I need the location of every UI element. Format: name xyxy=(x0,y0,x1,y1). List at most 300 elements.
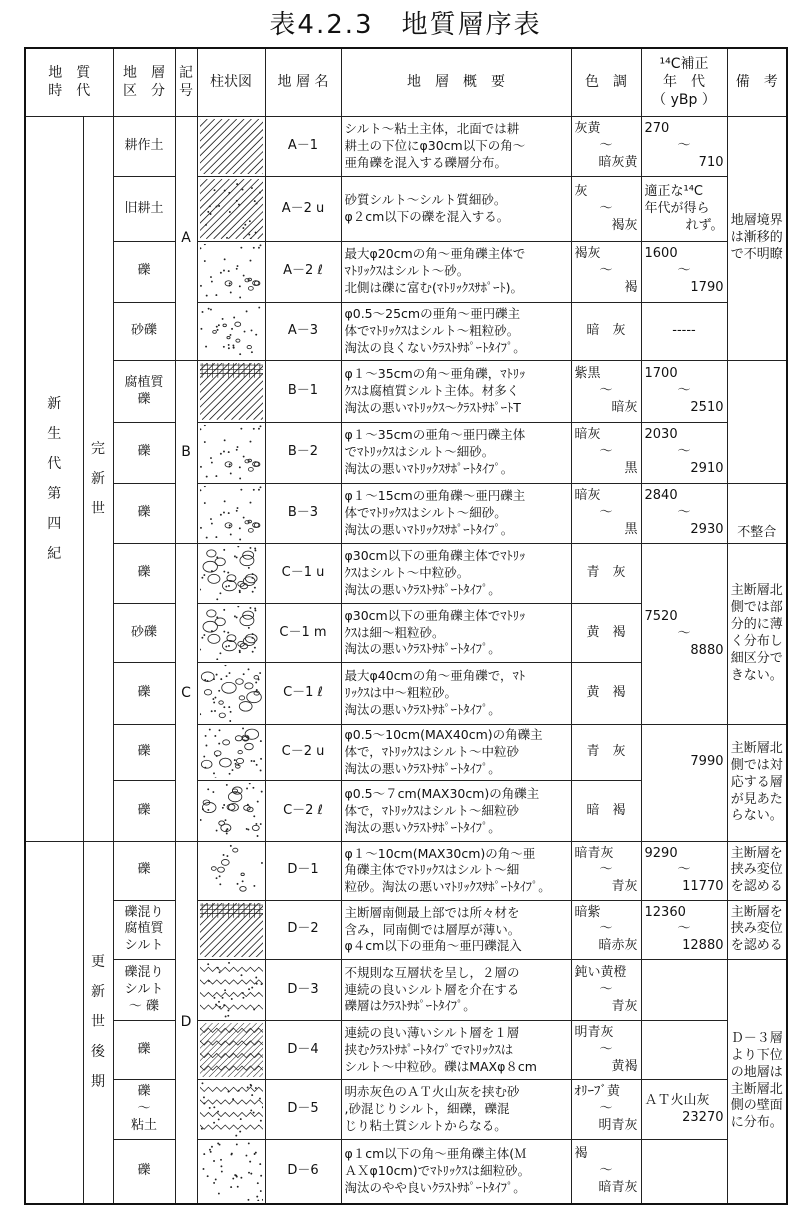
table-row xyxy=(25,116,787,177)
layer-summary-cell xyxy=(341,361,571,423)
division-line: シルト xyxy=(124,938,164,954)
age-cell xyxy=(641,725,727,842)
header-symbol: 記 号 xyxy=(175,48,197,116)
summary-line: 淘汰の悪いｸﾗｽﾄｻﾎﾟｰﾄﾀｲﾌﾟ。 xyxy=(344,702,501,718)
summary-line: でﾏﾄﾘｯｸｽはシルト～細砂。 xyxy=(344,444,495,460)
division-cell: 礫 xyxy=(113,781,175,842)
color-line: 鈍い黄橙 xyxy=(574,964,627,980)
era-char: 四 xyxy=(47,515,62,532)
remarks-cell xyxy=(727,544,787,725)
age-cell xyxy=(641,177,727,242)
summary-line: 淘汰の悪いﾏﾄﾘｯｸｽ～ｸﾗｽﾄｻﾎﾟｰﾄT xyxy=(344,399,521,415)
era-char: 代 xyxy=(47,455,62,472)
age-cell xyxy=(641,116,727,177)
age-cell xyxy=(641,483,727,544)
age-line: 23270 xyxy=(682,1109,724,1125)
remark-line: 挟み変位 xyxy=(730,862,783,878)
column-pattern-cell xyxy=(197,842,265,901)
age-cell xyxy=(641,422,727,483)
remark-line: 主断層を xyxy=(730,904,783,920)
layer-summary-cell xyxy=(341,842,571,901)
remark-line: で不明瞭 xyxy=(730,246,783,262)
column-pattern-cell xyxy=(197,241,265,302)
summary-line: 挟むｸﾗｽﾄｻﾎﾟｰﾄﾀｲﾌﾟでﾏﾄﾘｯｸｽは xyxy=(344,1041,514,1057)
summary-line: 砂質シルト～シルト質細砂。 xyxy=(344,192,507,208)
summary-line: シルト～粘土主体，北面では耕 xyxy=(344,121,520,136)
summary-line: φ１～35cmの亜角～亜円礫主体 xyxy=(344,427,526,443)
age-line: 8880 xyxy=(690,642,724,658)
layer-summary-cell xyxy=(341,960,571,1021)
age-line: 1600 xyxy=(644,246,678,262)
header-remarks: 備 考 xyxy=(727,48,787,116)
table-row xyxy=(25,1020,787,1080)
column-pattern-finedots xyxy=(200,1142,263,1201)
summary-line: じり粘土質シルトからなる。 xyxy=(344,1118,507,1134)
column-pattern-cell xyxy=(197,361,265,423)
division-line: 礫混り xyxy=(124,964,164,980)
division-cell xyxy=(113,1080,175,1140)
age-line: 12360 xyxy=(644,904,686,920)
table-row xyxy=(25,1080,787,1140)
group-symbol-cell: D xyxy=(175,842,197,1204)
age-cell xyxy=(641,241,727,302)
color-line: 灰黄 xyxy=(574,120,601,136)
column-pattern-cell xyxy=(197,483,265,544)
color-line: 青 灰 xyxy=(586,744,626,760)
summary-line: 淘汰の悪いﾏﾄﾘｯｸｽｻﾎﾟｰﾄﾀｲﾌﾟ。 xyxy=(344,521,514,537)
layer-summary-cell xyxy=(341,177,571,242)
column-pattern-cell xyxy=(197,1140,265,1204)
summary-line: φ２cm以下の礫を混入する。 xyxy=(344,209,510,225)
layer-name-cell: C－2 ℓ xyxy=(265,781,341,842)
remarks-cell xyxy=(727,900,787,960)
era-char: 新 xyxy=(47,395,62,412)
color-cell xyxy=(571,603,641,663)
header-layer-name: 地 層 名 xyxy=(265,48,341,116)
color-line: 灰 xyxy=(574,183,588,199)
division-line: 礫 xyxy=(137,1084,151,1100)
table-row xyxy=(25,544,787,604)
age-line: 年代が得ら xyxy=(644,200,710,216)
division-cell: 礫 xyxy=(113,544,175,604)
remark-line: く分布し xyxy=(730,634,783,650)
header-age: ¹⁴C補正 年 代 （ yBp ） xyxy=(641,48,727,116)
remarks-cell xyxy=(727,116,787,361)
summary-line: φ30cm以下の亜角礫主体でﾏﾄﾘｯ xyxy=(344,548,526,564)
column-pattern-cell xyxy=(197,422,265,483)
layer-name-cell: B－2 xyxy=(265,422,341,483)
group-symbol-cell: A xyxy=(175,116,197,361)
age-line: ～ xyxy=(677,504,691,520)
layer-name-cell: D－6 xyxy=(265,1140,341,1204)
summary-line: 淘汰の悪いﾏﾄﾘｯｸｽｻﾎﾟｰﾄﾀｲﾌﾟ。 xyxy=(344,461,514,477)
age-cell xyxy=(641,361,727,423)
layer-name-cell: D－2 xyxy=(265,900,341,960)
summary-line: ｸｽはシルト～中粒砂。 xyxy=(344,565,470,580)
color-line: ～ xyxy=(599,137,613,153)
era-char: 生 xyxy=(47,425,62,442)
age-line: 1700 xyxy=(644,366,678,382)
color-line: 暗青灰 xyxy=(598,1179,638,1195)
color-line: 黄 褐 xyxy=(586,685,626,701)
summary-line: φ４cm以下の亜角～亜円礫混入 xyxy=(344,938,522,954)
table-row xyxy=(25,960,787,1021)
color-cell xyxy=(571,361,641,423)
column-pattern-cell xyxy=(197,900,265,960)
color-line: ～ xyxy=(599,1163,613,1179)
summary-line: 淘汰の良くないｸﾗｽﾄｻﾎﾟｰﾄﾀｲﾌﾟ。 xyxy=(344,339,526,355)
header-summary: 地 層 概 要 xyxy=(341,48,571,116)
layer-name-cell: A－2 u xyxy=(265,177,341,242)
division-cell: 礫 xyxy=(113,422,175,483)
table-row xyxy=(25,1140,787,1204)
column-pattern-sandgravel xyxy=(200,305,263,359)
header-era: 地 質 時 代 xyxy=(25,48,113,116)
color-cell xyxy=(571,781,641,842)
color-line: 紫黒 xyxy=(574,366,601,382)
summary-line: 淘汰のやや良いｸﾗｽﾄｻﾎﾟｰﾄﾀｲﾌﾟ。 xyxy=(344,1179,526,1195)
age-line: ～ xyxy=(677,137,691,153)
age-line: ～ xyxy=(677,444,691,460)
color-line: 青 灰 xyxy=(586,564,626,580)
column-pattern-peat xyxy=(200,363,263,420)
summary-line: 粒砂。淘汰の悪いﾏﾄﾘｯｸｽｻﾎﾟｰﾄﾀｲﾌﾟ。 xyxy=(344,879,551,895)
summary-line: 最大φ40cmの角～亜角礫で，ﾏﾄ xyxy=(344,668,525,684)
summary-line: 不規則な互層状を呈し，２層の xyxy=(344,964,520,980)
color-cell xyxy=(571,422,641,483)
division-cell: 礫 xyxy=(113,663,175,725)
layer-summary-cell xyxy=(341,116,571,177)
remark-line: 細区分で xyxy=(730,650,783,666)
remark-line: らない。 xyxy=(730,808,783,824)
division-cell: 耕作土 xyxy=(113,116,175,177)
summary-line: φ0.5～７cm(MAX30cm)の角礫主 xyxy=(344,785,540,801)
remark-line: 側の壁面 xyxy=(730,1098,783,1114)
header-column: 柱状図 xyxy=(197,48,265,116)
layer-summary-cell xyxy=(341,663,571,725)
color-line: 黄褐 xyxy=(611,1058,638,1074)
table-row xyxy=(25,422,787,483)
division-cell xyxy=(113,361,175,423)
remark-line: 主断層北 xyxy=(730,1081,783,1097)
summary-line: 体で，ﾏﾄﾘｯｸｽはシルト～中粒砂 xyxy=(344,744,519,760)
epoch-cell-late-pleistocene xyxy=(83,842,113,1204)
color-cell xyxy=(571,725,641,781)
remark-line: 地層境界 xyxy=(730,213,783,228)
column-pattern-dots-hatch xyxy=(200,179,263,239)
column-pattern-hatch xyxy=(200,119,263,175)
table-row xyxy=(25,361,787,423)
age-line: 2030 xyxy=(644,427,678,443)
division-line: 礫混り xyxy=(124,904,164,920)
remark-line: 主断層北 xyxy=(730,740,783,756)
layer-summary-cell xyxy=(341,422,571,483)
table-row xyxy=(25,302,787,361)
summary-line: 含み，同南側では層厚が薄い。 xyxy=(344,921,521,937)
remark-line: の地層は xyxy=(730,1064,783,1080)
layer-name-cell: B－1 xyxy=(265,361,341,423)
era-char: 完 xyxy=(91,440,105,457)
color-cell xyxy=(571,960,641,1021)
age-line: ～ xyxy=(677,383,691,399)
age-line: 1790 xyxy=(690,280,724,296)
stratigraphy-table xyxy=(24,47,788,1205)
group-symbol-cell: B xyxy=(175,361,197,544)
remarks-cell: 不整合 xyxy=(727,483,787,544)
era-char: 世 xyxy=(91,500,105,517)
color-line: 暗青灰 xyxy=(574,845,614,861)
division-cell: 礫 xyxy=(113,725,175,781)
column-pattern-cell xyxy=(197,960,265,1021)
summary-line: ｸｽは腐植質シルト主体。材多く xyxy=(344,383,520,399)
header-division: 地 層 区 分 xyxy=(113,48,175,116)
summary-line: φ0.5～25cmの亜角～亜円礫主 xyxy=(344,306,521,322)
layer-summary-cell xyxy=(341,302,571,361)
summary-line: 淘汰の悪いｸﾗｽﾄｻﾎﾟｰﾄﾀｲﾌﾟ。 xyxy=(344,761,501,777)
epoch-cell-holocene xyxy=(83,116,113,842)
era-char: 期 xyxy=(91,1074,105,1091)
remark-line: は漸移的 xyxy=(730,229,783,245)
summary-line: 体でﾏﾄﾘｯｸｽはシルト～粗粒砂。 xyxy=(344,322,520,338)
header-color: 色 調 xyxy=(571,48,641,116)
remarks-cell xyxy=(727,960,787,1204)
age-cell xyxy=(641,900,727,960)
color-line: 暗灰黄 xyxy=(598,154,638,170)
color-line: 暗灰 xyxy=(611,399,638,415)
color-cell xyxy=(571,177,641,242)
age-cell xyxy=(641,544,727,725)
summary-line: 明赤灰色のＡＴ火山灰を挟む砂 xyxy=(344,1084,520,1100)
color-line: 褐 xyxy=(624,280,638,296)
summary-line: φ0.5～10cm(MAX40cm)の角礫主 xyxy=(344,727,543,743)
era-char: 世 xyxy=(91,1014,105,1031)
color-line: 黒 xyxy=(624,521,638,537)
age-line: 7990 xyxy=(690,754,724,770)
color-cell xyxy=(571,483,641,544)
layer-name-cell: B－3 xyxy=(265,483,341,544)
age-line: 270 xyxy=(644,120,670,136)
column-pattern-cell xyxy=(197,1080,265,1140)
color-line: 黒 xyxy=(624,461,638,477)
age-line: ～ xyxy=(677,921,691,937)
column-pattern-silt xyxy=(200,1023,263,1078)
remark-line: 応する層 xyxy=(730,774,783,790)
summary-line: 最大φ20cmの角～亜角礫主体で xyxy=(344,246,526,262)
summary-line: 淘汰の悪いｸﾗｽﾄｻﾎﾟｰﾄﾀｲﾌﾟ。 xyxy=(344,641,501,657)
color-line: ～ xyxy=(599,263,613,279)
color-line: ～ xyxy=(599,1101,613,1117)
remark-line: 主断層北 xyxy=(730,583,783,599)
era-char: 新 xyxy=(91,470,105,487)
summary-line: 連続の良いシルト層を介在する xyxy=(344,981,520,997)
color-cell xyxy=(571,116,641,177)
division-line: シルト xyxy=(124,981,164,997)
age-cell xyxy=(641,1140,727,1204)
division-line: 礫 xyxy=(137,391,151,407)
age-line: ～ xyxy=(677,625,691,641)
color-cell xyxy=(571,241,641,302)
color-line: ～ xyxy=(599,862,613,878)
layer-name-cell: D－3 xyxy=(265,960,341,1021)
era-cell-cenozoic-quaternary xyxy=(25,116,83,842)
remark-line: 主断層を xyxy=(730,845,783,861)
color-cell xyxy=(571,1080,641,1140)
color-line: 暗赤灰 xyxy=(598,938,638,954)
division-line: 腐植質 xyxy=(124,921,164,937)
column-pattern-biggravel xyxy=(200,546,263,601)
color-line: 黄 褐 xyxy=(586,624,626,640)
age-line: ～ xyxy=(677,862,691,878)
era-char: 更 xyxy=(91,954,105,971)
column-pattern-mix xyxy=(200,962,263,1018)
table-row xyxy=(25,842,787,901)
remarks-cell xyxy=(727,725,787,842)
age-cell xyxy=(641,1080,727,1140)
summary-line: ﾏﾄﾘｯｸｽはシルト～砂。 xyxy=(344,263,470,279)
layer-name-cell: A－1 xyxy=(265,116,341,177)
remarks-cell xyxy=(727,842,787,901)
column-pattern-cell xyxy=(197,302,265,361)
column-pattern-cell xyxy=(197,603,265,663)
division-cell: 礫 xyxy=(113,241,175,302)
layer-name-cell: D－5 xyxy=(265,1080,341,1140)
column-pattern-gravel xyxy=(200,244,263,300)
layer-name-cell: A－3 xyxy=(265,302,341,361)
column-pattern-biggravel xyxy=(200,783,263,839)
layer-summary-cell xyxy=(341,1140,571,1204)
color-line: 暗灰 xyxy=(574,427,601,443)
color-line: 暗 灰 xyxy=(586,322,626,338)
era-char: 新 xyxy=(91,984,105,1001)
color-cell xyxy=(571,544,641,604)
remark-line: に分布。 xyxy=(730,1115,783,1131)
summary-line: φ30cm以下の亜角礫主体でﾏﾄﾘｯ xyxy=(344,607,526,623)
summary-line: 主断層南側最上部では所々材を xyxy=(344,904,520,920)
age-line: 適正な¹⁴C xyxy=(644,183,704,199)
age-line: 11770 xyxy=(682,879,724,895)
remark-line: 分的に薄 xyxy=(730,617,783,633)
division-cell: 礫 xyxy=(113,842,175,901)
era-char: 紀 xyxy=(47,545,62,562)
summary-line: φ１～35cmの角～亜角礫，ﾏﾄﾘｯ xyxy=(344,366,526,382)
division-cell: 礫 xyxy=(113,1020,175,1080)
age-cell xyxy=(641,302,727,361)
age-line: ＡＴ火山灰 xyxy=(644,1092,710,1108)
age-line: ----- xyxy=(672,322,696,338)
color-cell xyxy=(571,900,641,960)
color-cell xyxy=(571,842,641,901)
layer-summary-cell xyxy=(341,544,571,604)
layer-summary-cell xyxy=(341,483,571,544)
age-line: ～ xyxy=(677,263,691,279)
division-line: 粘土 xyxy=(130,1118,157,1134)
remark-line: 挟み変位 xyxy=(730,921,783,937)
remark-line: を認める xyxy=(730,938,783,954)
division-line: ～ 礫 xyxy=(128,998,160,1014)
layer-summary-cell xyxy=(341,781,571,842)
table-row xyxy=(25,241,787,302)
division-cell: 礫 xyxy=(113,1140,175,1204)
color-line: 暗紫 xyxy=(574,904,601,920)
layer-summary-cell xyxy=(341,603,571,663)
color-cell xyxy=(571,663,641,725)
color-line: 褐灰 xyxy=(611,217,638,233)
column-pattern-cell xyxy=(197,544,265,604)
column-pattern-biggravel xyxy=(200,727,263,778)
summary-line: 礫層はｸﾗｽﾄｻﾎﾟｰﾄﾀｲﾌﾟ。 xyxy=(344,998,476,1014)
layer-name-cell: C－1 u xyxy=(265,544,341,604)
summary-line: 亜角礫を混入する礫層分布。 xyxy=(344,154,508,170)
color-cell xyxy=(571,1020,641,1080)
layer-name-cell: D－4 xyxy=(265,1020,341,1080)
column-pattern-cell xyxy=(197,1020,265,1080)
era-char: 後 xyxy=(91,1044,105,1061)
summary-line: φ１～10cm(MAX30cm)の角～亜 xyxy=(344,845,536,861)
layer-summary-cell xyxy=(341,725,571,781)
summary-line: 北側は礫に富む(ﾏﾄﾘｯｸｽｻﾎﾟｰﾄ)。 xyxy=(344,280,524,296)
table-title: 表4.2.3 地質層序表 xyxy=(269,10,542,40)
age-cell xyxy=(641,1020,727,1080)
summary-line: 淘汰の悪いｸﾗｽﾄｻﾎﾟｰﾄﾀｲﾌﾟ。 xyxy=(344,819,501,835)
color-line: 明青灰 xyxy=(574,1024,614,1040)
color-line: 明青灰 xyxy=(598,1118,638,1134)
header-row xyxy=(25,48,787,116)
summary-line: ＡＸφ10cm)でﾏﾄﾘｯｸｽは細粒砂。 xyxy=(344,1163,531,1179)
remark-line: きない。 xyxy=(730,667,783,683)
color-line: 暗 褐 xyxy=(586,802,626,818)
remark-line: が見あた xyxy=(730,791,783,807)
remark-line: を認める xyxy=(730,879,783,895)
remark-line: より下位 xyxy=(730,1047,783,1063)
remark-line: 側では部 xyxy=(730,600,783,616)
summary-line: φ１～15cmの亜角礫～亜円礫主 xyxy=(344,488,526,503)
layer-name-cell: C－1 m xyxy=(265,603,341,663)
summary-line: 体で，ﾏﾄﾘｯｸｽはシルト～細粒砂 xyxy=(344,802,519,818)
age-line: 7520 xyxy=(644,608,678,624)
age-line: 12880 xyxy=(682,938,724,954)
column-pattern-biggravel xyxy=(200,606,263,661)
layer-name-cell: D－1 xyxy=(265,842,341,901)
summary-line: φ１cm以下の角～亜角礫主体(Ｍ xyxy=(344,1146,527,1162)
division-cell: 礫 xyxy=(113,483,175,544)
age-line: 2930 xyxy=(690,521,724,537)
summary-line: 体でﾏﾄﾘｯｸｽはシルト～細砂。 xyxy=(344,504,507,520)
summary-line: 角礫主体でﾏﾄﾘｯｸｽはシルト～細 xyxy=(344,862,520,878)
summary-line: 耕土の下位にφ30cm以下の角～ xyxy=(344,137,526,153)
table-row xyxy=(25,177,787,242)
column-pattern-peatgrid xyxy=(200,903,263,958)
age-line: れず。 xyxy=(685,217,724,233)
layer-summary-cell xyxy=(341,1020,571,1080)
column-pattern-gravel xyxy=(200,486,263,542)
color-line: ～ xyxy=(599,200,613,216)
division-cell: 砂礫 xyxy=(113,302,175,361)
summary-line: ﾘｯｸｽは中～粗粒砂。 xyxy=(344,685,458,701)
age-line: 2910 xyxy=(690,461,724,477)
age-line: 710 xyxy=(698,154,724,170)
layer-name-cell: C－2 u xyxy=(265,725,341,781)
table-row xyxy=(25,483,787,544)
division-cell: 砂礫 xyxy=(113,603,175,663)
summary-line: ｸｽは細～粗粒砂。 xyxy=(344,624,445,640)
age-line: 9290 xyxy=(644,845,678,861)
division-cell xyxy=(113,960,175,1021)
column-pattern-cell xyxy=(197,663,265,725)
color-cell xyxy=(571,302,641,361)
color-line: ～ xyxy=(599,504,613,520)
division-line: ～ xyxy=(137,1101,151,1117)
division-cell xyxy=(113,900,175,960)
